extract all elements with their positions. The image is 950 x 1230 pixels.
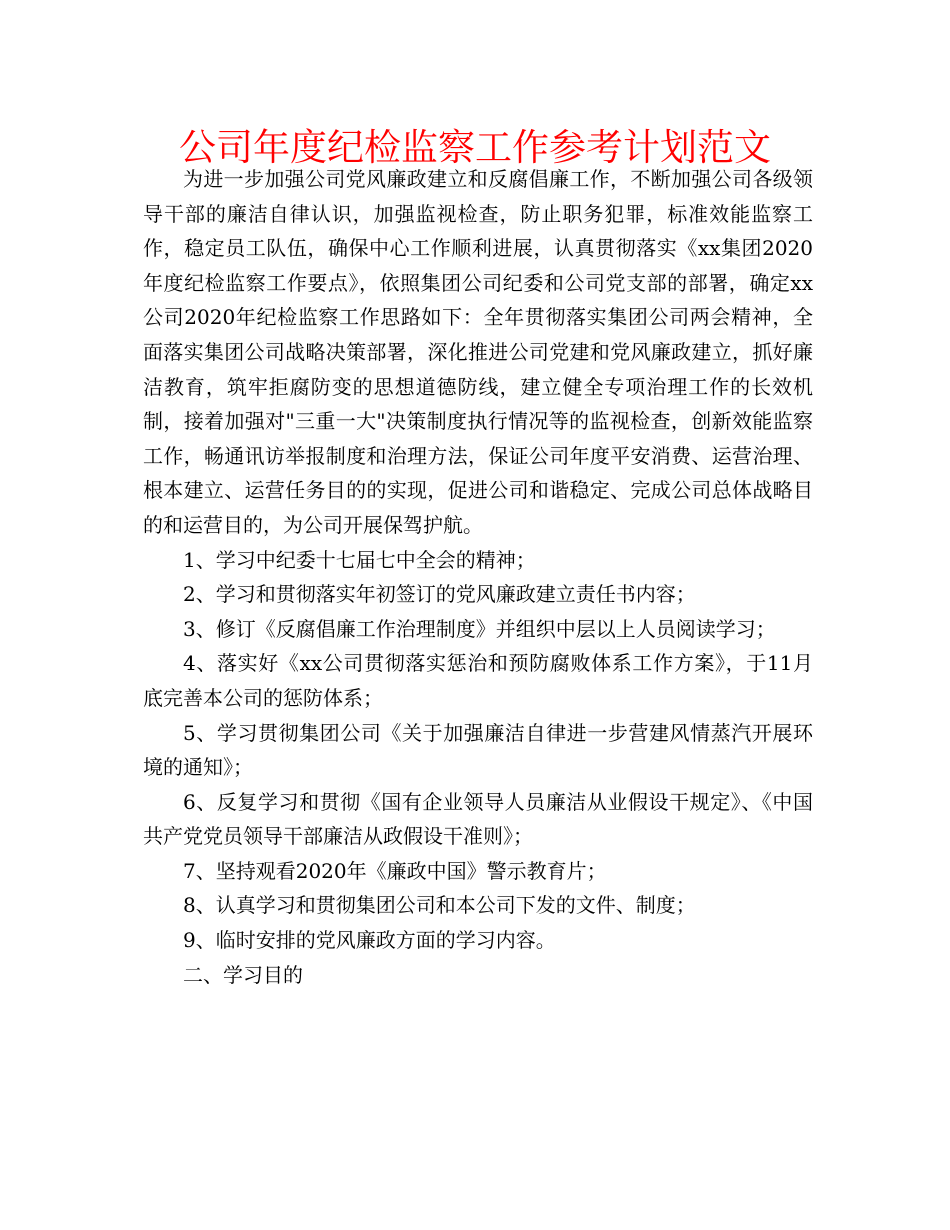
intro-paragraph: 为进一步加强公司党风廉政建立和反腐倡廉工作，不断加强公司各级领导干部的廉洁自律认识，加强监视检查，防止职务犯罪，标准效能监察工作，稳定员工队伍，确保中心工作顺利进展，认真贯彻落实《xx集团2020年度纪检监察工作要点》，依照集团公司纪委和公司党支部的部署，确定xx公司2020年纪检监察工作思路如下：全年贯彻落实集团公司两会精神，全面落实集团公司战略决策部署，深化推进公司党建和党风廉政建立，抓好廉洁教育，筑牢拒腐防变的思想道德防线，建立健全专项治理工作的长效机制，接着加强对"三重一大"决策制度执行情况等的监视检查，创新效能监察工作，畅通讯访举报制度和治理方法，保证公司年度平安消费、运营治理、根本建立、运营任务目的的实现，促进公司和谐稳定、完成公司总体战略目的和运营目的，为公司开展保驾护航。 bbox=[143, 167, 813, 537]
document-title: 公司年度纪检监察工作参考计划范文 bbox=[179, 126, 771, 169]
list-item: 9、临时安排的党风廉政方面的学习内容。 bbox=[183, 928, 556, 953]
section-heading: 二、学习目的 bbox=[183, 962, 303, 987]
document-body bbox=[143, 162, 813, 992]
list-item: 2、学习和贯彻落实年初签订的党风廉政建立责任书内容； bbox=[183, 582, 696, 607]
list-item: 8、认真学习和贯彻集团公司和本公司下发的文件、制度； bbox=[183, 893, 696, 918]
list-item: 7、坚持观看2020年《廉政中国》警示教育片； bbox=[183, 858, 607, 883]
list-item: 6、反复学习和贯彻《国有企业领导人员廉洁从业假设干规定》、《中国共产党党员领导干部廉洁从政假设干准则》； bbox=[143, 789, 813, 849]
list-item: 3、修订《反腐倡廉工作治理制度》并组织中层以上人员阅读学习； bbox=[183, 616, 776, 641]
list-item: 4、落实好《xx公司贯彻落实惩治和预防腐败体系工作方案》，于11月底完善本公司的惩防体系； bbox=[143, 651, 813, 710]
list-item: 1、学习中纪委十七届七中全会的精神； bbox=[183, 547, 536, 572]
list-item: 5、学习贯彻集团公司《关于加强廉洁自律进一步营建风情蒸汽开展环境的通知》； bbox=[143, 720, 813, 780]
